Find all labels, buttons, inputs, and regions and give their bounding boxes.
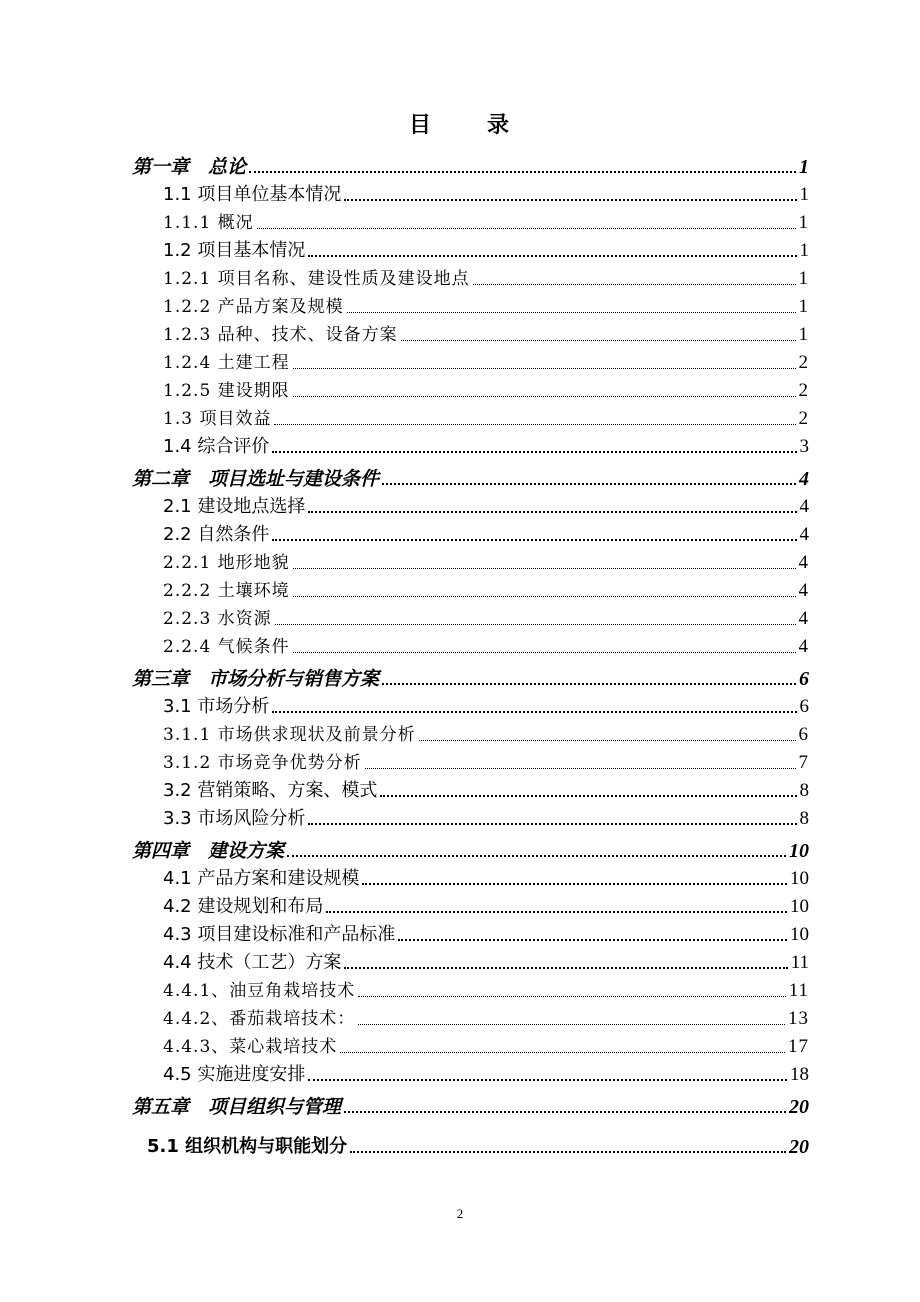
toc-entry-sub[interactable] [132,402,809,430]
toc-entry-sub[interactable] [132,602,809,630]
toc-entry-section[interactable] [132,430,809,458]
toc-entry-label: 4.4.1、油豆角栽培技术 [163,981,356,1001]
toc-entry-page-number: 10 [790,896,809,917]
toc-entry-page-number: 13 [788,1008,809,1029]
toc-entry-page-number: 18 [790,1064,809,1085]
toc-entry-sub[interactable] [132,1030,809,1058]
toc-entry-page-number: 1 [799,240,809,261]
toc-dot-leader [358,1024,785,1025]
toc-dot-leader [308,511,796,513]
toc-entry-section[interactable] [132,802,809,830]
toc-entry-sub[interactable] [132,546,809,574]
toc-entry-label: 3.1.2 市场竞争优势分析 [163,753,362,773]
toc-entry-label: 1.1.1 概况 [163,213,254,233]
toc-entry-section[interactable] [132,518,809,546]
toc-entry-page-number: 11 [790,952,809,973]
toc-entry-chapter[interactable] [132,1086,809,1118]
toc-entry-label: 2.2.4 气候条件 [163,637,290,657]
toc-entry-label: 第三章 市场分析与销售方案 [132,668,380,690]
toc-dot-leader [272,539,796,541]
toc-entry-label: 4.4.2、番茄栽培技术： [163,1009,356,1029]
toc-dot-leader [293,652,796,653]
toc-entry-label: 2.2.2 土壤环境 [163,581,290,601]
toc-dot-leader [382,483,796,485]
toc-entry-page-number: 1 [799,184,809,205]
toc-entry-page-number: 4 [798,552,809,573]
toc-dot-leader [275,624,796,625]
toc-entry-page-number: 10 [790,924,809,945]
toc-entry-label: 4.2 建设规划和布局 [163,896,324,917]
toc-entry-label: 第五章 项目组织与管理 [132,1096,342,1118]
toc-title-part-1: 目 [408,113,433,138]
toc-entry-label: 1.2.2 产品方案及规模 [163,297,344,317]
toc-title-part-2: 录 [487,113,512,138]
toc-entry-page-number: 2 [798,408,809,429]
toc-entry-page-number: 20 [789,1096,809,1118]
toc-entry-page-number: 8 [799,780,809,801]
toc-entry-label: 3.2 营销策略、方案、模式 [163,780,378,801]
toc-dot-leader [344,1111,786,1113]
toc-entry-sub[interactable] [132,206,809,234]
toc-entry-chapter[interactable] [132,830,809,862]
toc-entry-label: 2.1 建设地点选择 [163,496,306,517]
toc-dot-leader [272,451,796,453]
toc-entry-chapter[interactable] [132,146,809,178]
toc-dot-leader [308,823,796,825]
toc-dot-leader [401,340,796,341]
toc-dot-leader [347,312,796,313]
toc-entry-page-number: 4 [798,580,809,601]
toc-entry-page-number: 2 [798,380,809,401]
toc-entry-label: 1.1 项目单位基本情况 [163,184,342,205]
toc-entry-label: 4.3 项目建设标准和产品标准 [163,924,396,945]
toc-entry-page-number: 3 [799,436,809,457]
toc-entry-label: 第一章 总论 [132,156,247,178]
toc-entry-page-number: 2 [798,352,809,373]
toc-entry-section[interactable] [132,862,809,890]
toc-dot-leader [340,1052,785,1053]
toc-dot-leader [293,368,796,369]
toc-entry-page-number: 1 [798,212,809,233]
toc-entry-page-number: 4 [798,636,809,657]
toc-entry-label: 4.4.3、菜心栽培技术 [163,1037,338,1057]
toc-dot-leader [308,1079,787,1081]
toc-dot-leader [272,711,796,713]
toc-dot-leader [419,740,796,741]
toc-dot-leader [350,1151,786,1153]
toc-entry-chapter[interactable] [132,458,809,490]
toc-entry-section[interactable] [132,918,809,946]
toc-entry-label: 4.4 技术（工艺）方案 [163,952,342,973]
toc-entry-sub[interactable] [132,318,809,346]
toc-entry-last[interactable] [132,1118,809,1158]
toc-entry-page-number: 17 [788,1036,809,1057]
toc-entry-section[interactable] [132,490,809,518]
page-footer-number: 2 [456,1206,464,1221]
toc-dot-leader [362,883,787,885]
toc-dot-leader [380,795,796,797]
toc-dot-leader [326,911,787,913]
toc-entry-label: 1.2 项目基本情况 [163,240,306,261]
toc-entry-sub[interactable] [132,262,809,290]
toc-entry-sub[interactable] [132,1002,809,1030]
toc-title [0,108,920,139]
toc-entry-label: 2.2 自然条件 [163,524,270,545]
toc-entry-label: 4.1 产品方案和建设规模 [163,868,360,889]
toc-dot-leader [382,683,796,685]
toc-entry-sub[interactable] [132,630,809,658]
toc-entry-label: 4.5 实施进度安排 [163,1064,306,1085]
toc-entry-label: 1.2.5 建设期限 [163,381,290,401]
toc-entry-page-number: 4 [799,496,809,517]
toc-entry-section[interactable] [132,890,809,918]
toc-dot-leader [293,396,796,397]
toc-dot-leader [293,568,796,569]
toc-entry-page-number: 4 [799,524,809,545]
toc-dot-leader [398,939,787,941]
toc-entry-sub[interactable] [132,290,809,318]
toc-entry-section[interactable] [132,234,809,262]
toc-entry-section[interactable] [132,1058,809,1086]
toc-entry-page-number: 6 [799,668,809,690]
toc-entry-page-number: 20 [789,1136,809,1158]
toc-entry-label: 5.1 组织机构与职能划分 [147,1136,348,1157]
toc-entry-section[interactable] [132,690,809,718]
toc-entry-section[interactable] [132,774,809,802]
toc-entry-label: 1.2.1 项目名称、建设性质及建设地点 [163,269,470,289]
toc-entry-label: 1.4 综合评价 [163,436,270,457]
toc-entry-page-number: 10 [790,868,809,889]
toc-entry-label: 3.1.1 市场供求现状及前景分析 [163,725,416,745]
toc-entry-page-number: 1 [799,156,809,178]
toc-entry-page-number: 7 [798,752,809,773]
toc-entry-label: 1.3 项目效益 [163,409,272,429]
toc-entry-page-number: 1 [798,296,809,317]
toc-entry-sub[interactable] [132,746,809,774]
toc-entry-page-number: 4 [799,468,809,490]
toc-dot-leader [287,855,786,857]
toc-entry-page-number: 8 [799,808,809,829]
toc-entry-sub[interactable] [132,974,809,1002]
toc-entry-section[interactable] [132,946,809,974]
table-of-contents [132,146,809,1158]
toc-entry-label: 2.2.3 水资源 [163,609,272,629]
toc-entry-page-number: 6 [799,696,809,717]
toc-entry-page-number: 11 [788,980,809,1001]
toc-entry-page-number: 4 [798,608,809,629]
toc-entry-page-number: 1 [798,268,809,289]
toc-dot-leader [308,255,796,257]
toc-entry-sub[interactable] [132,374,809,402]
toc-entry-label: 3.1 市场分析 [163,696,270,717]
toc-entry-sub[interactable] [132,574,809,602]
toc-entry-label: 2.2.1 地形地貌 [163,553,290,573]
toc-dot-leader [344,199,796,201]
toc-entry-chapter[interactable] [132,658,809,690]
toc-entry-label: 1.2.3 品种、技术、设备方案 [163,325,398,345]
toc-entry-sub[interactable] [132,346,809,374]
toc-dot-leader [249,171,796,173]
toc-entry-label: 第四章 建设方案 [132,840,285,862]
toc-entry-page-number: 6 [798,724,809,745]
toc-entry-page-number: 10 [789,840,809,862]
toc-entry-label: 1.2.4 土建工程 [163,353,290,373]
toc-entry-page-number: 1 [798,324,809,345]
toc-entry-label: 第二章 项目选址与建设条件 [132,468,380,490]
toc-dot-leader [365,768,796,769]
toc-dot-leader [257,228,796,229]
toc-dot-leader [293,596,796,597]
toc-dot-leader [344,967,787,969]
toc-dot-leader [274,424,795,425]
toc-entry-sub[interactable] [132,718,809,746]
toc-dot-leader [358,996,785,997]
toc-dot-leader [473,284,796,285]
toc-entry-label: 3.3 市场风险分析 [163,808,306,829]
toc-entry-section[interactable] [132,178,809,206]
